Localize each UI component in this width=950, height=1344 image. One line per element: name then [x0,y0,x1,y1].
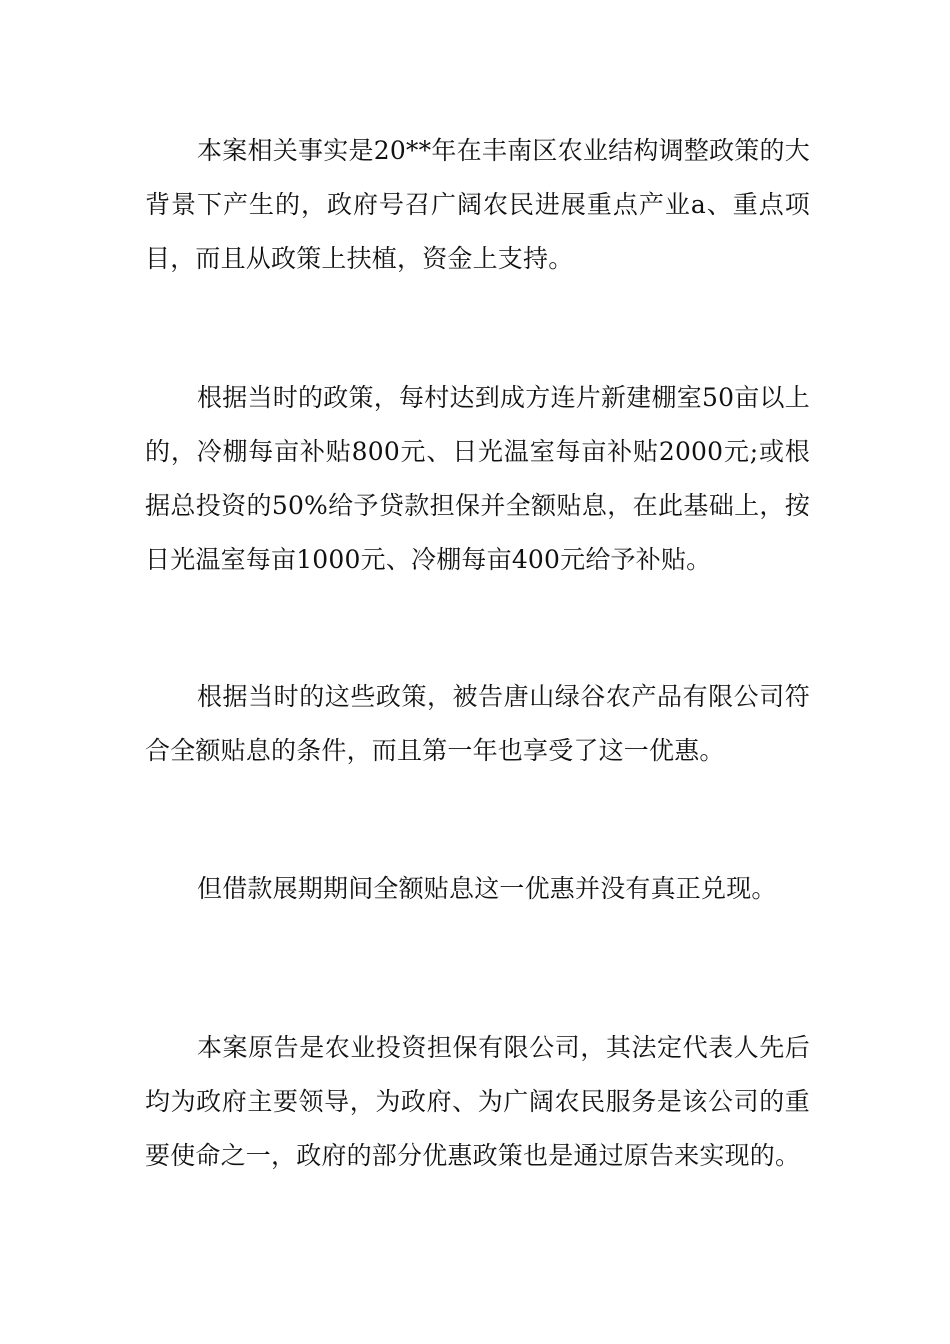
paragraph-3: 根据当时的这些政策，被告唐山绿谷农产品有限公司符合全额贴息的条件，而且第一年也享受了这一优惠。 [145,682,810,765]
paragraph-1: 本案相关事实是20**年在丰南区农业结构调整政策的大背景下产生的，政府号召广阔农民进展重点产业a、重点项目，而且从政策上扶植，资金上支持。 [145,136,810,273]
paragraph-5: 本案原告是农业投资担保有限公司，其法定代表人先后均为政府主要领导，为政府、为广阔农民服务是该公司的重要使命之一，政府的部分优惠政策也是通过原告来实现的。 [145,1033,810,1170]
paragraph-2: 根据当时的政策，每村达到成方连片新建棚室50亩以上的，冷棚每亩补贴800元、日光温室每亩补贴2000元;或根据总投资的50%给予贷款担保并全额贴息，在此基础上，按日光温室每亩1000元、冷棚每亩400元给予补贴。 [145,383,810,574]
paragraph-4: 但借款展期期间全额贴息这一优惠并没有真正兑现。 [197,874,777,903]
